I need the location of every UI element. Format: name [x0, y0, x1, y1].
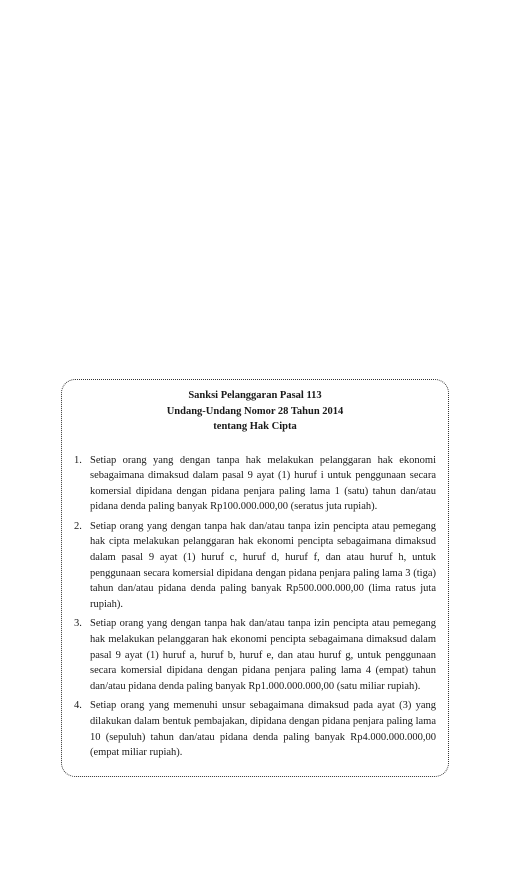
clause-text: Setiap orang yang dengan tanpa hak melakukan pelanggaran hak ekonomi sebagaimana dimaksud dalam pasal 9 ayat (1) huruf i untuk penggunaan secara komersial dipidana dengan pidana penjara paling lama 1 (satu) tahun dan/atau pidana denda paling banyak Rp100.000.000,00 (seratus juta rupiah).	[90, 454, 436, 513]
clause-text: Setiap orang yang memenuhi unsur sebagaimana dimaksud pada ayat (3) yang dilakukan dalam bentuk pembajakan, dipidana dengan pidana penjara paling lama 10 (sepuluh) tahun dan/atau pidana denda paling banyak Rp4.000.000.000,00 (empat miliar rupiah).	[90, 700, 436, 759]
notice-law-reference: Undang-Undang Nomor 28 Tahun 2014	[166, 405, 344, 417]
clause-text: Setiap orang yang dengan tanpa hak dan/atau tanpa izin pencipta atau pemegang hak cipta melakukan pelanggaran hak ekonomi pencipta sebagaimana dimaksud dalam pasal 9 ayat (1) huruf c, huruf d, huruf f, dan atau huruf h, untuk penggunaan secara komersial dipidana dengan pidana penjara paling lama 3 (tiga) tahun dan/atau pidana denda paling banyak Rp500.000.000,00 (lima ratus juta rupiah).	[90, 520, 436, 610]
clause-number: 4.	[74, 700, 82, 712]
sanction-clause	[74, 616, 436, 694]
copyright-sanctions-notice	[61, 379, 449, 777]
sanction-clause	[74, 453, 436, 515]
clause-text: Setiap orang yang dengan tanpa hak dan/atau tanpa izin pencipta atau pemegang hak melakukan pelanggaran hak ekonomi pencipta sebagaimana dimaksud dalam pasal 9 ayat (1) huruf a, huruf b, huruf e, dan atau huruf g, untuk penggunaan secara komersial dipidana dengan pidana penjara paling lama 4 (empat) tahun dan/atau pidana denda paling banyak Rp1.000.000.000,00 (satu miliar rupiah).	[90, 618, 436, 692]
notice-title: Sanksi Pelanggaran Pasal 113	[188, 390, 322, 401]
clause-number: 3.	[74, 618, 82, 630]
clause-number: 2.	[74, 520, 82, 532]
sanction-clause	[74, 698, 436, 760]
sanction-clause	[74, 519, 436, 613]
sanction-clause-list	[74, 453, 436, 761]
notice-subject: tentang Hak Cipta	[213, 421, 297, 432]
notice-heading	[74, 388, 436, 435]
clause-number: 1.	[74, 454, 82, 466]
